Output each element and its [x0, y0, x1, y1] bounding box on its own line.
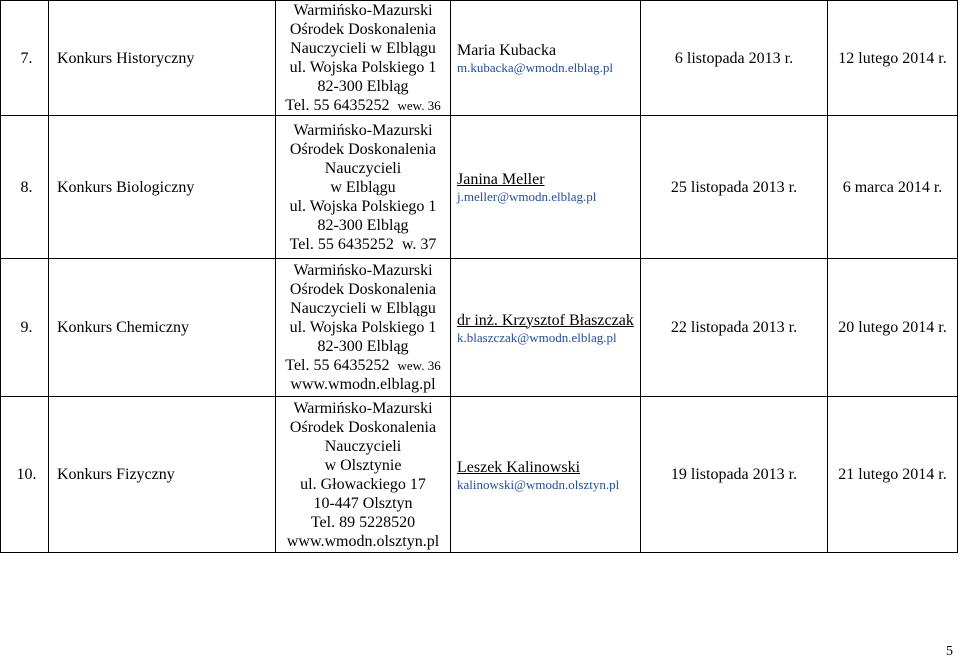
- extension: wew. 36: [397, 358, 441, 373]
- address-line: Nauczycieli: [324, 437, 402, 455]
- extension: w. 37: [401, 235, 437, 253]
- phone-line: [276, 356, 450, 375]
- table-row: [1, 397, 958, 553]
- organizer-address: [276, 1, 451, 116]
- address-line: Warmińsko-Mazurski: [293, 2, 433, 19]
- address-line: 82-300 Elbląg: [317, 78, 409, 95]
- page-number: 5: [946, 644, 953, 659]
- table-row: [1, 116, 958, 259]
- second-stage-date: 20 lutego 2014 r.: [828, 259, 958, 397]
- address-line: Ośrodek Doskonalenia: [289, 281, 437, 298]
- phone: Tel. 55 6435252: [285, 357, 390, 374]
- first-stage-date: 22 listopada 2013 r.: [641, 259, 828, 397]
- address-line: ul. Wojska Polskiego 1: [289, 319, 437, 336]
- competition-name: Konkurs Biologiczny: [49, 116, 276, 259]
- address-line: 10-447 Olsztyn: [313, 494, 413, 512]
- organizer-address: [276, 397, 451, 553]
- contact-person-cell: [451, 259, 641, 397]
- address-line: Nauczycieli w Elblągu: [290, 40, 436, 57]
- first-stage-date: 19 listopada 2013 r.: [641, 397, 828, 553]
- table-row: [1, 259, 958, 397]
- address-line: w Elblągu: [330, 178, 396, 196]
- phone-line: [276, 235, 450, 254]
- contact-email[interactable]: kalinowski@wmodn.olsztyn.pl: [457, 476, 620, 492]
- phone: Tel. 55 6435252: [285, 97, 390, 114]
- organizer-address: [276, 259, 451, 397]
- address-line: Nauczycieli: [324, 159, 402, 177]
- table-row: [1, 1, 958, 116]
- contact-person: Leszek Kalinowski: [457, 458, 581, 476]
- competition-name: Konkurs Chemiczny: [49, 259, 276, 397]
- address-line: Nauczycieli w Elblągu: [290, 300, 436, 317]
- address-line: Ośrodek Doskonalenia: [289, 418, 437, 436]
- contact-email[interactable]: j.meller@wmodn.elblag.pl: [457, 189, 597, 204]
- row-number: 7.: [1, 1, 49, 116]
- address-line: Ośrodek Doskonalenia: [289, 140, 437, 158]
- second-stage-date: 21 lutego 2014 r.: [828, 397, 958, 553]
- address-line: Warmińsko-Mazurski: [293, 262, 433, 279]
- contact-person: Janina Meller: [457, 171, 545, 188]
- contact-person-cell: [451, 397, 641, 553]
- address-line: w Olsztynie: [324, 456, 402, 474]
- website[interactable]: www.wmodn.elblag.pl: [290, 376, 436, 393]
- contact-person: Maria Kubacka: [457, 42, 557, 59]
- phone-line: [276, 96, 450, 115]
- address-line: ul. Wojska Polskiego 1: [289, 59, 437, 76]
- first-stage-date: 6 listopada 2013 r.: [641, 1, 828, 116]
- address-line: 82-300 Elbląg: [317, 216, 409, 234]
- organizer-address: [276, 116, 451, 259]
- contact-person-cell: [451, 1, 641, 116]
- contact-email[interactable]: k.blaszczak@wmodn.elblag.pl: [457, 329, 617, 345]
- competition-name: Konkurs Historyczny: [49, 1, 276, 116]
- contact-person: dr inż. Krzysztof Błaszczak: [457, 311, 634, 329]
- address-line: Warmińsko-Mazurski: [293, 121, 433, 139]
- address-line: ul. Wojska Polskiego 1: [289, 197, 437, 215]
- first-stage-date: 25 listopada 2013 r.: [641, 116, 828, 259]
- phone: Tel. 55 6435252: [289, 235, 394, 253]
- row-number: 9.: [1, 259, 49, 397]
- contact-email[interactable]: m.kubacka@wmodn.elblag.pl: [457, 60, 614, 75]
- address-line: Warmińsko-Mazurski: [293, 399, 433, 417]
- row-number: 8.: [1, 116, 49, 259]
- competition-name: Konkurs Fizyczny: [49, 397, 276, 553]
- second-stage-date: 6 marca 2014 r.: [828, 116, 958, 259]
- contact-person-cell: [451, 116, 641, 259]
- extension: wew. 36: [397, 98, 441, 113]
- second-stage-date: 12 lutego 2014 r.: [828, 1, 958, 116]
- address-line: Ośrodek Doskonalenia: [289, 21, 437, 38]
- address-line: 82-300 Elbląg: [317, 338, 409, 355]
- row-number: 10.: [1, 397, 49, 553]
- address-line: ul. Głowackiego 17: [300, 475, 426, 493]
- website[interactable]: www.wmodn.olsztyn.pl: [286, 532, 440, 550]
- phone: Tel. 89 5228520: [310, 513, 416, 531]
